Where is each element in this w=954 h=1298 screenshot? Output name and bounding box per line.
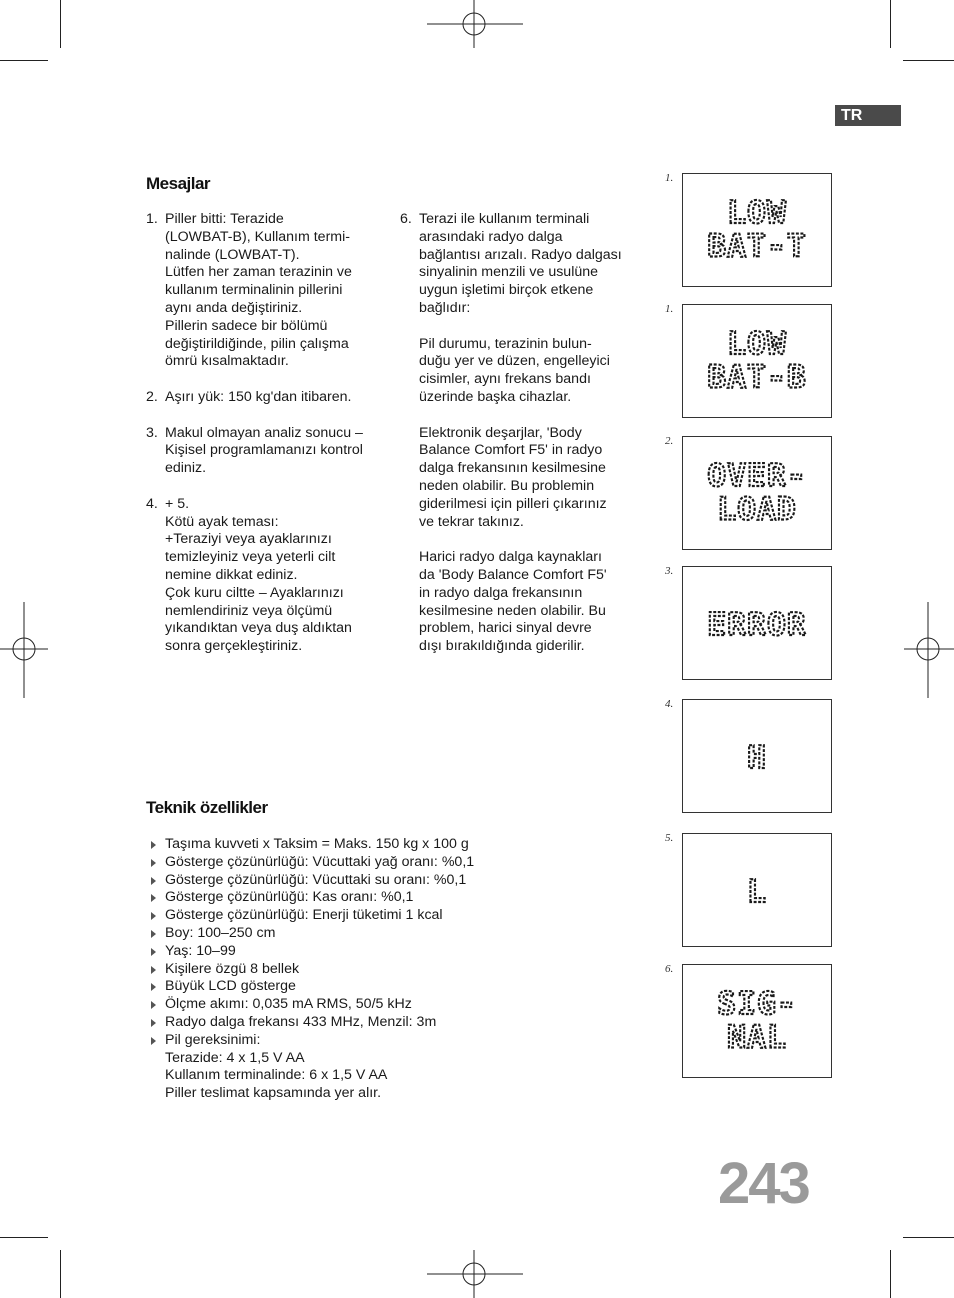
message-item: [400, 211, 640, 656]
message-line: dışı bırakıldığında giderilir.: [419, 638, 585, 655]
lcd-screen: [683, 834, 831, 946]
spacer: [146, 371, 386, 389]
crop-mark: [60, 1250, 61, 1298]
lcd-text: OVER-: [707, 458, 807, 495]
spec-item: [148, 889, 474, 907]
message-line: temizleyiniz veya yeterli cilt: [165, 549, 336, 566]
message-line: problem, harici sinyal devre: [419, 620, 592, 637]
message-line: kullanım terminalinin pillerini: [165, 282, 343, 299]
message-line: nemlendiriniz veya ölçümü: [165, 602, 333, 619]
lcd-text: L: [747, 873, 767, 910]
message-number: 4.: [146, 495, 158, 512]
display-number-label: 1.: [665, 172, 674, 184]
message-number: 3.: [146, 424, 158, 441]
spacer: [146, 478, 386, 496]
lcd-display: [682, 173, 832, 287]
spec-line: Ölçme akımı: 0,035 mA RMS, 50/5 kHz: [165, 996, 412, 1013]
message-line: uygun işletimi birçok etkene: [419, 282, 594, 299]
bullet-triangle-icon: [151, 1019, 156, 1027]
message-item: [146, 425, 386, 478]
message-item: [146, 496, 386, 656]
message-line: cisimler, aynı frekans bandı: [419, 371, 591, 388]
crop-mark: [903, 60, 954, 61]
lcd-text: LOAD: [717, 491, 797, 528]
lcd-display: [682, 304, 832, 418]
lcd-screen: [683, 437, 831, 549]
spec-line: Boy: 100–250 cm: [165, 924, 276, 941]
spec-line: Terazide: 4 x 1,5 V AA: [165, 1049, 305, 1066]
message-line: arasındaki radyo dalga: [419, 228, 563, 245]
page-number: 243: [718, 1151, 809, 1216]
message-line: Pillerin sadece bir bölümü: [165, 317, 328, 334]
spec-item: [148, 961, 474, 979]
lcd-screen: [683, 965, 831, 1077]
message-line: yıkandıktan veya duş aldıktan: [165, 620, 352, 637]
lcd-display: [682, 699, 832, 813]
registration-mark-icon: [427, 0, 523, 50]
spec-line: Büyük LCD gösterge: [165, 978, 296, 995]
crop-mark: [890, 1250, 891, 1298]
lcd-text: LOW: [727, 326, 787, 363]
message-line: nalinde (LOWBAT-T).: [165, 246, 300, 263]
lcd-display: [682, 436, 832, 550]
message-line: Kötü ayak teması:: [165, 513, 279, 530]
spec-item: [148, 836, 474, 854]
spacer: [419, 318, 640, 336]
spec-line: Radyo dalga frekansı 433 MHz, Menzil: 3m: [165, 1013, 437, 1030]
lcd-display: [682, 964, 832, 1078]
bullet-triangle-icon: [151, 930, 156, 938]
lcd-text: H: [747, 739, 767, 776]
crop-mark: [903, 1237, 954, 1238]
message-line: bağlıdır:: [419, 299, 471, 316]
message-line: duğu yer ve düzen, engelleyici: [419, 353, 610, 370]
crop-mark: [890, 0, 891, 48]
registration-mark-icon: [904, 602, 954, 698]
spec-item: [148, 925, 474, 943]
spacer: [146, 407, 386, 425]
lcd-text: BAT-T: [707, 228, 807, 265]
spec-line: Gösterge çözünürlüğü: Enerji tüketimi 1 kcal: [165, 907, 443, 924]
bullet-triangle-icon: [151, 1037, 156, 1045]
message-line: Çok kuru ciltte – Ayaklarınızı: [165, 584, 344, 601]
lcd-text: SIG-: [717, 986, 797, 1023]
spec-item: [148, 996, 474, 1014]
message-line: kesilmesine neden olabilir. Bu: [419, 602, 606, 619]
display-number-label: 5.: [665, 832, 674, 844]
spec-line: Kullanım terminalinde: 6 x 1,5 V AA: [165, 1067, 388, 1084]
messages-right-column: [400, 211, 640, 656]
message-item: [146, 211, 386, 371]
spec-line: Gösterge çözünürlüğü: Kas oranı: %0,1: [165, 889, 414, 906]
message-line: giderilmesi için pilleri çıkarınız: [419, 495, 607, 512]
spec-line: Kişilere özgü 8 bellek: [165, 960, 300, 977]
spec-line: Gösterge çözünürlüğü: Vücuttaki su oranı: %0,1: [165, 871, 467, 888]
crop-mark: [0, 1237, 48, 1238]
spec-item: [148, 872, 474, 890]
spacer: [419, 531, 640, 549]
message-line: Lütfen her zaman terazinin ve: [165, 264, 352, 281]
message-line: Balance Comfort F5' in radyo: [419, 442, 603, 459]
lcd-text: NAL: [727, 1019, 787, 1056]
message-line: (LOWBAT-B), Kullanım termi-: [165, 228, 350, 245]
spacer: [419, 407, 640, 425]
specs-heading: Teknik özellikler: [146, 798, 268, 817]
message-line: Kişisel programlamanızı kontrol: [165, 442, 363, 459]
message-line: ediniz.: [165, 460, 207, 477]
message-line: Makul olmayan analiz sonucu –: [165, 424, 363, 441]
message-line: sinyalinin menzili ve usulüne: [419, 264, 599, 281]
spec-item: [148, 1032, 474, 1103]
spec-item: [148, 1014, 474, 1032]
lcd-text: ERROR: [707, 606, 807, 643]
message-line: Piller bitti: Terazide: [165, 211, 284, 227]
lcd-text: BAT-B: [707, 359, 807, 396]
crop-mark: [60, 0, 61, 48]
bullet-triangle-icon: [151, 841, 156, 849]
message-line: Harici radyo dalga kaynakları: [419, 549, 602, 566]
spec-line: Yaş: 10–99: [165, 942, 236, 959]
crop-mark: [0, 60, 48, 61]
display-number-label: 1.: [665, 303, 674, 315]
message-number: 1.: [146, 211, 158, 227]
lcd-display: [682, 566, 832, 680]
message-item: [146, 389, 386, 407]
message-line: Terazi ile kullanım terminali: [419, 211, 590, 227]
spec-line: Taşıma kuvveti x Taksim = Maks. 150 kg x 100 g: [165, 836, 469, 852]
spec-item: [148, 854, 474, 872]
spec-line: Piller teslimat kapsamında yer alır.: [165, 1085, 382, 1102]
spec-item: [148, 943, 474, 961]
lcd-display: [682, 833, 832, 947]
message-number: 6.: [400, 211, 412, 227]
display-number-label: 4.: [665, 698, 674, 710]
message-line: Aşırı yük: 150 kg'dan itibaren.: [165, 388, 352, 405]
message-line: neden olabilir. Bu problemin: [419, 477, 595, 494]
specs-list: [148, 836, 474, 1103]
message-line: dalga frekansının kesilmesine: [419, 460, 606, 477]
message-line: +Teraziyi veya ayaklarınızı: [165, 531, 332, 548]
language-tag: TR: [835, 105, 901, 126]
message-line: nemine dikkat ediniz.: [165, 566, 298, 583]
lcd-screen: [683, 174, 831, 286]
bullet-triangle-icon: [151, 948, 156, 956]
lcd-text: LOW: [727, 195, 787, 232]
registration-mark-icon: [427, 1250, 523, 1298]
message-line: sonra gerçekleştiriniz.: [165, 638, 303, 655]
registration-mark-icon: [0, 602, 48, 698]
message-line: ömrü kısalmaktadır.: [165, 353, 289, 370]
spec-line: Gösterge çözünürlüğü: Vücuttaki yağ oranı: %0,1: [165, 853, 475, 870]
spec-item: [148, 978, 474, 996]
bullet-triangle-icon: [151, 912, 156, 920]
messages-heading: Mesajlar: [146, 174, 211, 193]
spec-line: Pil gereksinimi:: [165, 1031, 261, 1048]
message-line: bağlantısı arızalı. Radyo dalgası: [419, 246, 622, 263]
messages-left-column: [146, 211, 386, 656]
lcd-screen: [683, 700, 831, 812]
message-line: da 'Body Balance Comfort F5': [419, 566, 607, 583]
message-line: + 5.: [165, 495, 190, 512]
message-line: Elektronik deşarjlar, 'Body: [419, 424, 582, 441]
bullet-triangle-icon: [151, 894, 156, 902]
message-line: üzerinde başka cihazlar.: [419, 388, 572, 405]
message-line: Pil durumu, terazinin bulun-: [419, 335, 592, 352]
message-line: değiştirildiğinde, pilin çalışma: [165, 335, 349, 352]
bullet-triangle-icon: [151, 859, 156, 867]
bullet-triangle-icon: [151, 1001, 156, 1009]
bullet-triangle-icon: [151, 966, 156, 974]
message-line: in radyo dalga frekansının: [419, 584, 583, 601]
message-line: aynı anda değiştiriniz.: [165, 299, 303, 316]
display-number-label: 3.: [665, 565, 674, 577]
display-number-label: 6.: [665, 963, 674, 975]
spec-item: [148, 907, 474, 925]
display-number-label: 2.: [665, 435, 674, 447]
bullet-triangle-icon: [151, 983, 156, 991]
message-number: 2.: [146, 388, 158, 405]
message-line: ve tekrar takınız.: [419, 513, 524, 530]
lcd-screen: [683, 567, 831, 679]
bullet-triangle-icon: [151, 877, 156, 885]
lcd-screen: [683, 305, 831, 417]
